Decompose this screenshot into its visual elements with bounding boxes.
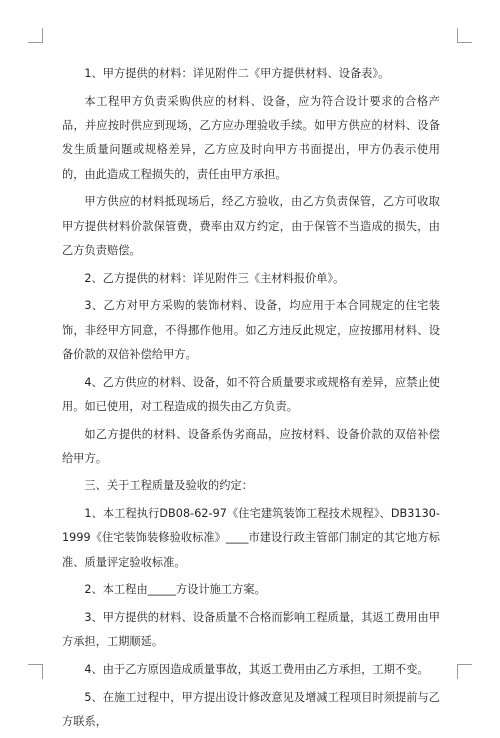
paragraph-rework-party-b: 4、由于乙方原因造成质量事故，其返工费用由乙方承担，工期不变。	[84, 663, 429, 677]
paragraph-design-changes: 5、在施工过程中，甲方提出设计修改意见及增减工程项目时须提前与乙方联系，	[62, 690, 440, 729]
crop-mark-top-right	[457, 28, 472, 43]
paragraph-storage-fee: 甲方供应的材料抵现场后，经乙方验收，由乙方负责保管，乙方可收取甲方提供材料价款保管费，费率由双方约定，由于保管不当造成的损失，由乙方负责赔偿。	[62, 195, 440, 257]
paragraph-misuse: 3、乙方对甲方采购的装饰材料、设备，均应用于本合同规定的住宅装饰，非经甲方同意，不得挪作他用。如乙方违反此规定，应按挪用材料、设备价款的双倍补偿给甲方。	[62, 299, 440, 361]
crop-mark-top-left	[28, 28, 43, 43]
paragraph-materials-party-b: 2、乙方提供的材料：详见附件三《主材料报价单》。	[84, 271, 345, 285]
paragraph-design-party: 2、本工程由_____方设计施工方案。	[84, 583, 266, 597]
paragraph-materials-party-a: 1、甲方提供的材料：详见附件二《甲方提供材料、设备表》。	[84, 67, 390, 80]
paragraph-party-a-procurement: 本工程甲方负责采购供应的材料、设备，应为符合设计要求的合格产品，并应按时供应到现场，乙方应办理验收手续。如甲方供应的材料、设备发生质量问题或规格差异，乙方应及时向甲方书面提出，甲方仍表示使用的，由此造成工程损失的，责任由甲方承担。	[62, 94, 440, 181]
paragraph-nonconforming: 4、乙方供应的材料、设备，如不符合质量要求或规格有差异，应禁止使用。如已使用，对工程造成的损失由乙方负责。	[62, 375, 440, 413]
paragraph-rework-party-a: 3、甲方提供的材料、设备质量不合格而影响工程质量，其返工费用由甲方承担，工期顺延。	[62, 611, 440, 649]
section-heading-quality: 三、关于工程质量及验收的约定：	[84, 479, 253, 493]
crop-mark-bottom-left	[28, 664, 43, 679]
paragraph-standards: 1、本工程执行DB08-62-97《住宅建筑装饰工程技术规程》、DB3130-1999《住宅装饰装修验收标准》____市建设行政主管部门制定的其它地方标准、质量评定验收标准。	[62, 507, 440, 569]
document-page	[62, 62, 440, 738]
crop-mark-bottom-right	[457, 664, 472, 679]
paragraph-counterfeit: 如乙方提供的材料、设备系伪劣商品，应按材料、设备价款的双倍补偿给甲方。	[62, 427, 440, 465]
